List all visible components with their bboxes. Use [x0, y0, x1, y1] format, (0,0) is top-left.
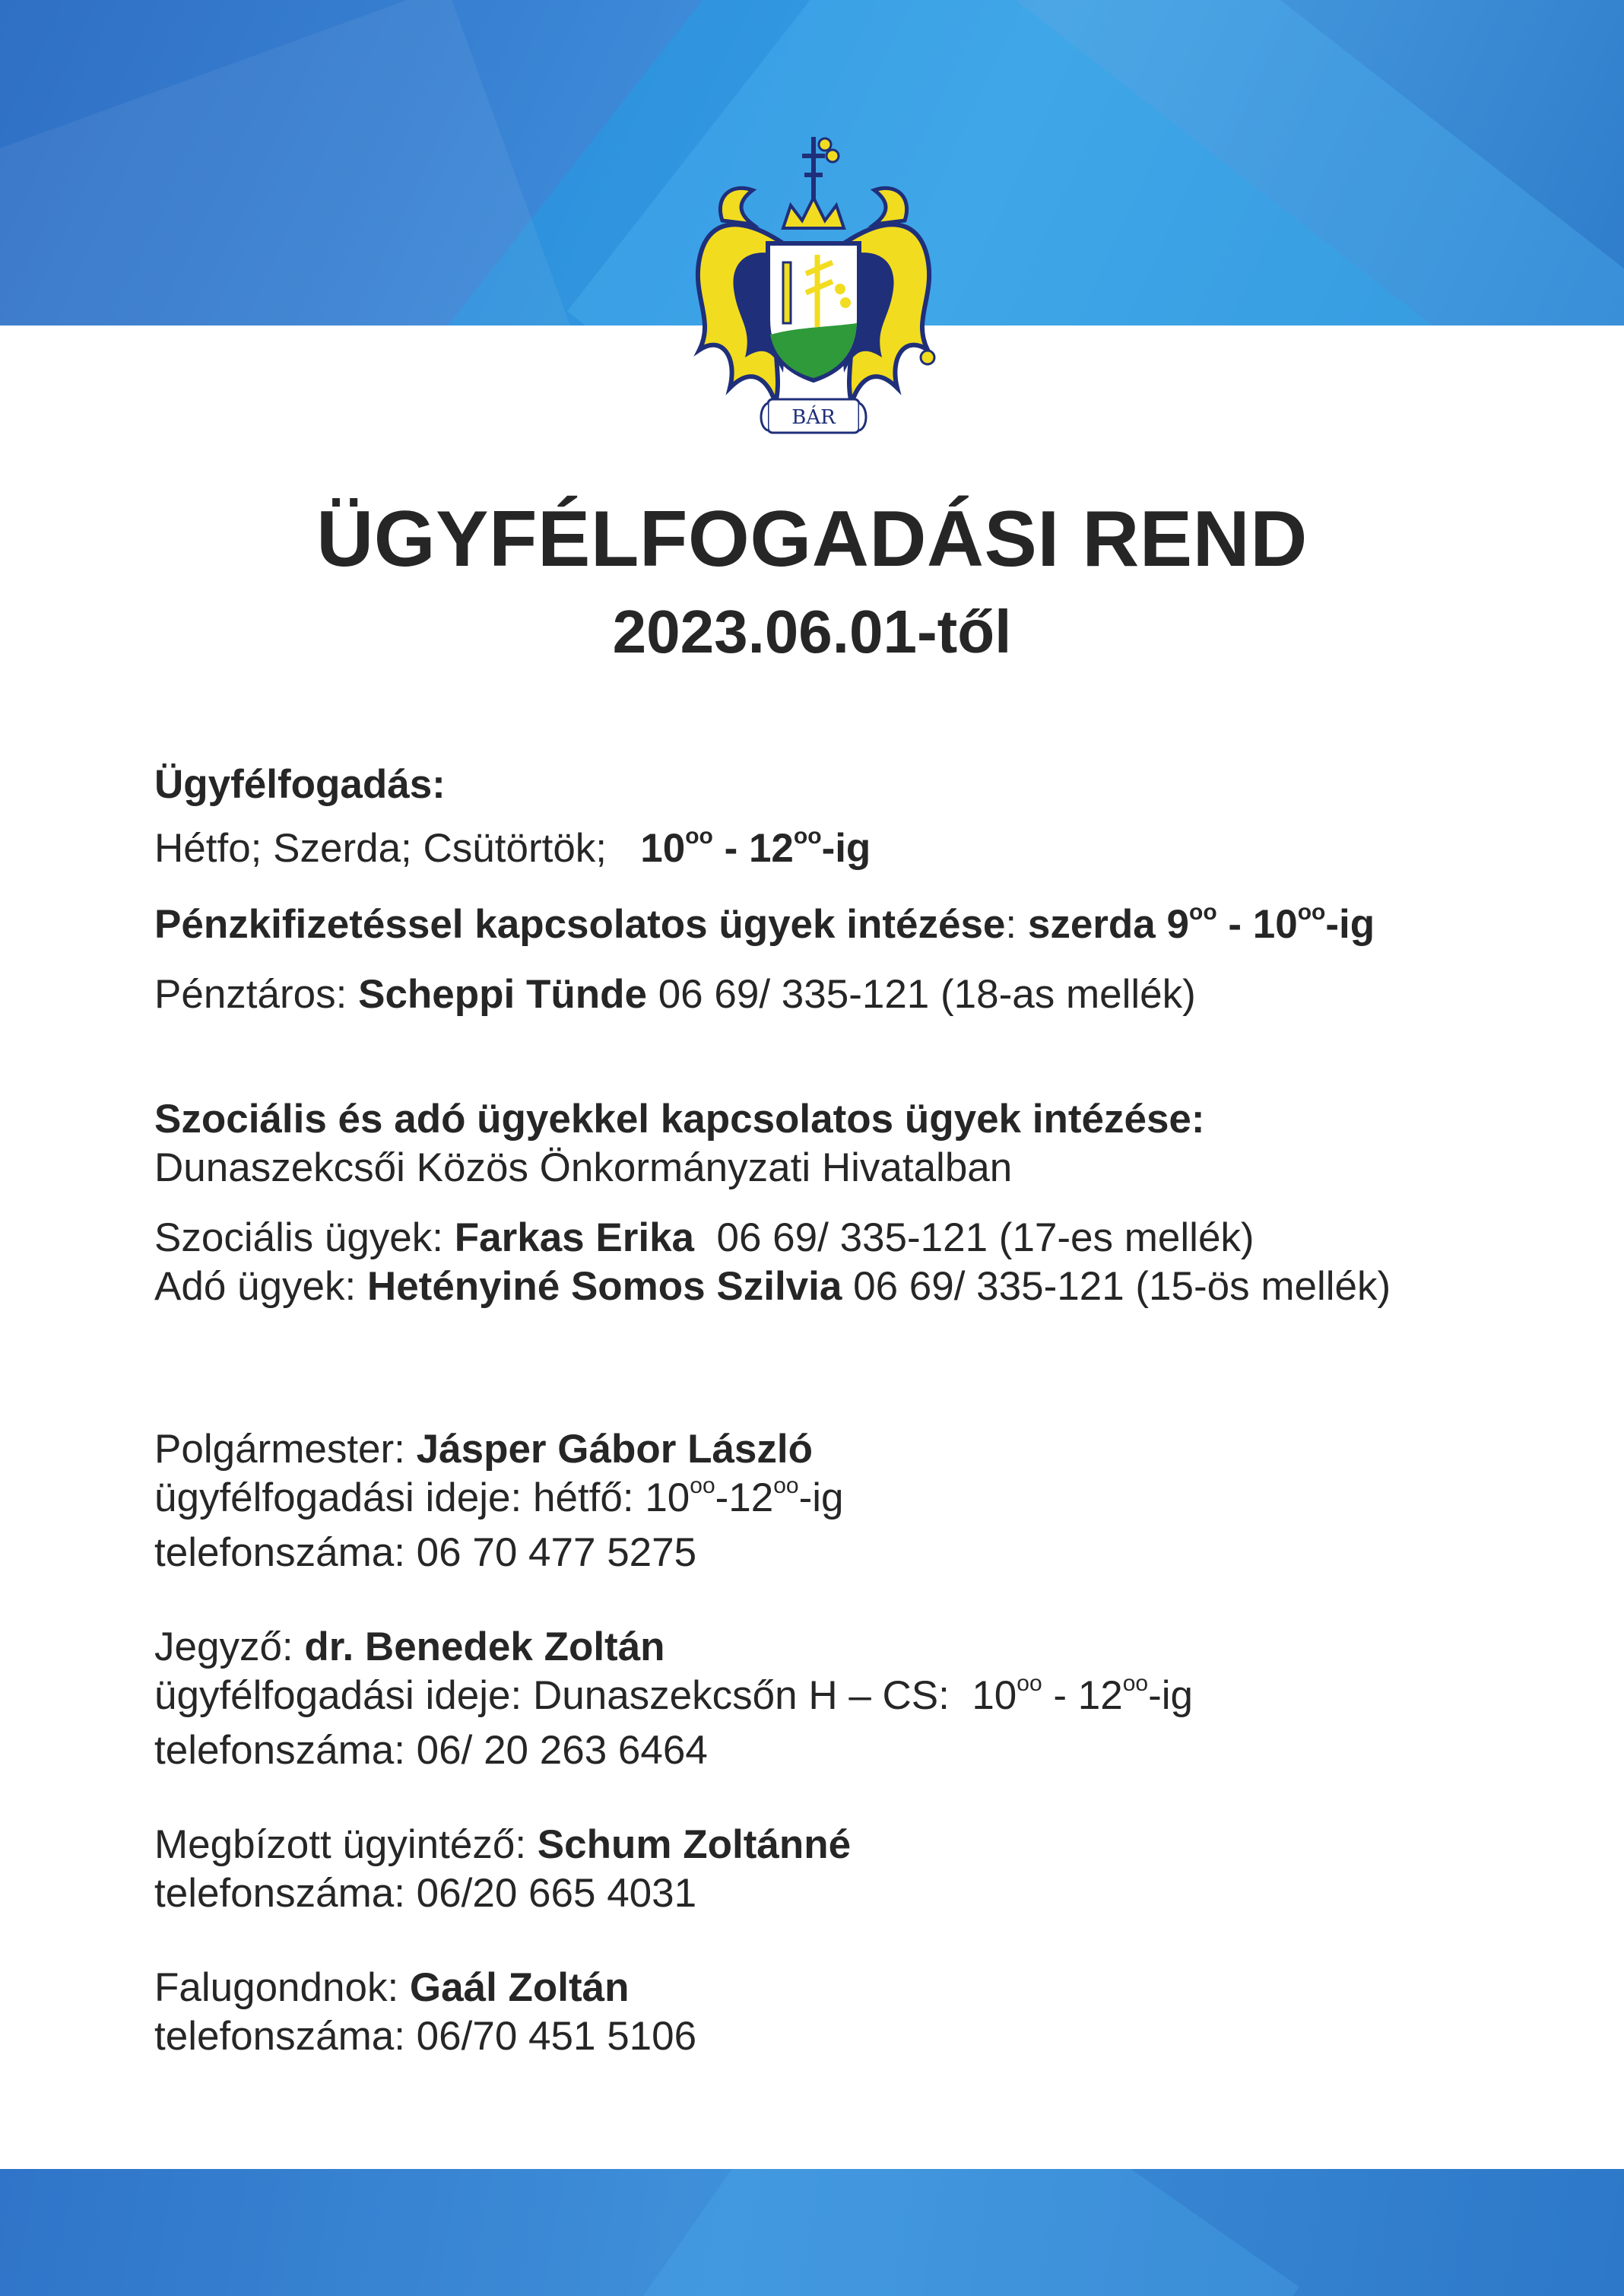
- mayor-name: Polgármester: Jásper Gábor László: [154, 1427, 813, 1472]
- social-contact: Szociális ügyek: Farkas Erika 06 69/ 335-121 (17-es mellék): [154, 1215, 1254, 1260]
- caretaker-name: Falugondnok: Gaál Zoltán: [154, 1965, 630, 2010]
- reception-heading: Ügyfélfogadás:: [154, 762, 446, 807]
- clerk-phone: telefonszáma: 06/20 665 4031: [154, 1871, 697, 1916]
- notary-name: Jegyző: dr. Benedek Zoltán: [154, 1624, 665, 1669]
- tax-contact: Adó ügyek: Hetényiné Somos Szilvia 06 69/ 335-121 (15-ös mellék): [154, 1264, 1391, 1309]
- mayor-hours: ügyfélfogadási ideje: hétfő: $10^{oo}-12^{oo}-ig$: [154, 1473, 844, 1520]
- clerk-name: Megbízott ügyintéző: Schum Zoltánné: [154, 1822, 852, 1867]
- banner-stripe: [601, 2169, 1299, 2296]
- crest-banner-text: BÁR: [791, 406, 836, 429]
- schedule-content: [154, 761, 1568, 2061]
- notary-phone: telefonszáma: 06/ 20 263 6464: [154, 1728, 708, 1773]
- reception-hours: Hétfo; Szerda; Csütörtök; $10^{oo} - 12^{oo}-ig$: [154, 824, 871, 871]
- social-tax-location: Dunaszekcsői Közös Önkormányzati Hivatalban: [154, 1145, 1013, 1190]
- banner-stripe: [0, 0, 576, 326]
- page-title: ÜGYFÉLFOGADÁSI REND: [316, 495, 1308, 583]
- caretaker-phone: telefonszáma: 06/70 451 5106: [154, 2014, 697, 2059]
- notary-hours: ügyfélfogadási ideje: Dunaszekcsőn H – CS: $10^{oo} - 12^{oo}-ig$: [154, 1671, 1193, 1718]
- coat-of-arms-logo: [669, 129, 958, 449]
- page-subtitle: 2023.06.01-től: [612, 598, 1012, 665]
- cashier-contact: Pénztáros: Scheppi Tünde 06 69/ 335-121 (18-as mellék): [154, 972, 1196, 1017]
- mayor-phone: telefonszáma: 06 70 477 5275: [154, 1530, 697, 1575]
- bottom-banner: [0, 2169, 1624, 2296]
- payment-hours: Pénzkifizetéssel kapcsolatos ügyek intézése: szerda $9^{oo} - 10^{oo}-ig$: [154, 900, 1375, 947]
- social-tax-heading: Szociális és adó ügyekkel kapcsolatos ügyek intézése:: [154, 1097, 1205, 1142]
